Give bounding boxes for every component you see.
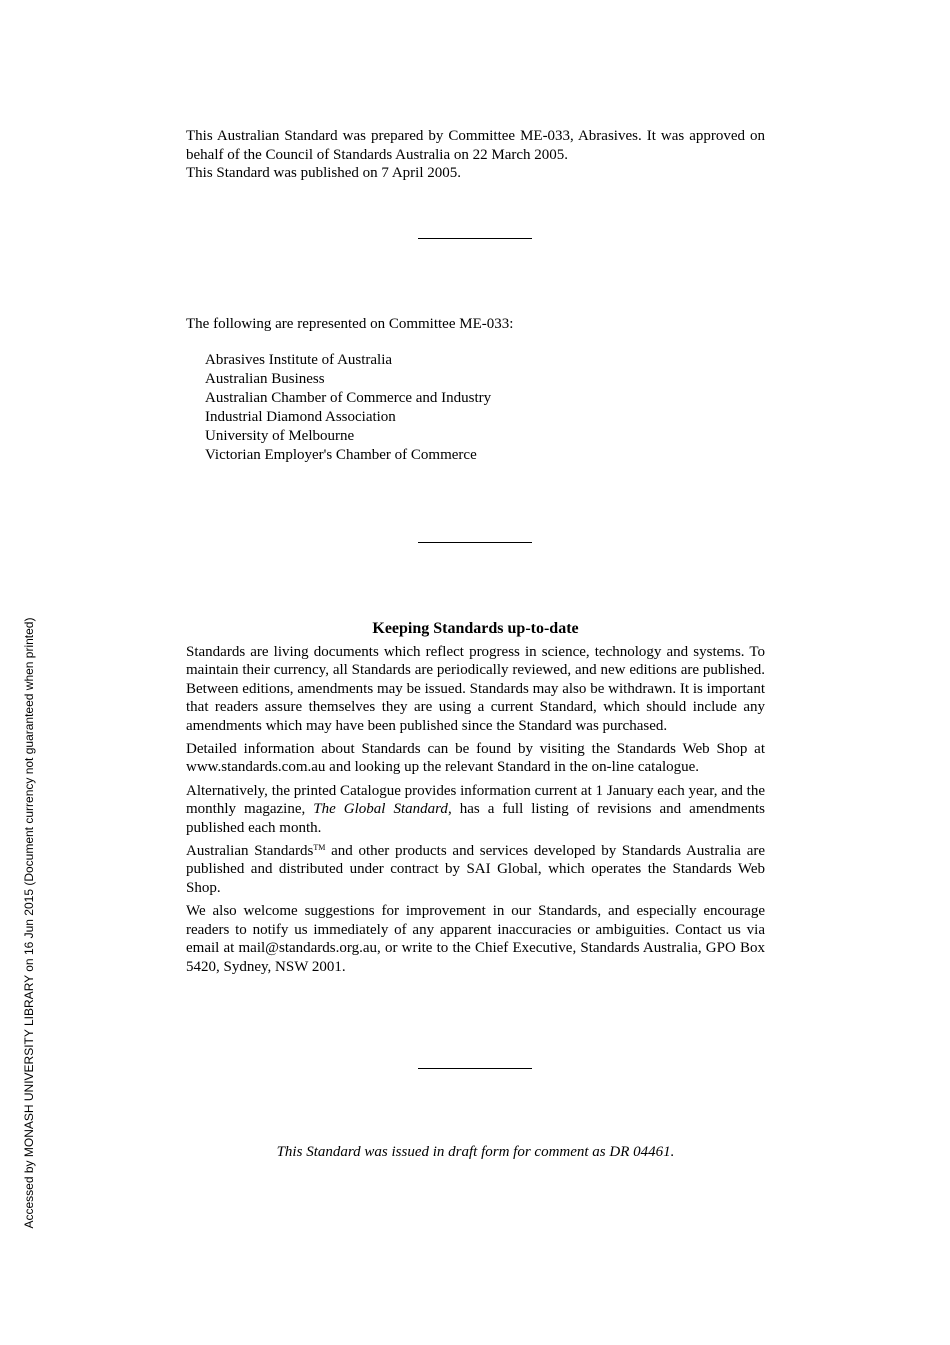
- committee-member: University of Melbourne: [205, 428, 355, 444]
- committee-member: Industrial Diamond Association: [205, 409, 396, 425]
- draft-note: This Standard was issued in draft form for comment as DR 04461.: [276, 1144, 675, 1160]
- committee-member: Abrasives Institute of Australia: [205, 352, 393, 368]
- trademark-mark: TM: [313, 843, 326, 853]
- keeping-paragraph-5: We also welcome suggestions for improvement in our Standards, and especially encourage readers to notify us immediately of any apparent inaccuracies or ambiguities. Contact us via email at mail@standards.org.au, or write to the Chief Executive, Standards Australia, GPO Box 5420, Sydney, NSW 2001.: [186, 903, 765, 975]
- keeping-paragraph-2: Detailed information about Standards can be found by visiting the Standards Web Shop at www.standards.com.au and looking up the relevant Standard in the on-line catalogue.: [186, 741, 765, 776]
- intro-prepared: This Australian Standard was prepared by Committee ME-033, Abrasives. It was approved on behalf of the Council of Standards Australia on 22 March 2005.: [186, 128, 765, 163]
- magazine-title: The Global Standard: [313, 801, 448, 818]
- committee-member: Australian Business: [205, 371, 325, 387]
- keeping-paragraph-3: Alternatively, the printed Catalogue provides information current at 1 January each year, and the monthly magazine, The Global Standard, has a full listing of revisions and amendments published each month.: [186, 782, 765, 836]
- committee-member-list: [205, 351, 491, 465]
- intro-block: [186, 127, 765, 183]
- committee-lead: The following are represented on Committee ME-033:: [186, 316, 514, 332]
- keeping-heading: Keeping Standards up-to-date: [372, 620, 579, 637]
- keeping-paragraph-1: Standards are living documents which reflect progress in science, technology and systems. To maintain their currency, all Standards are periodically reviewed, and new editions are published. Between editions, amendments may be issued. Standards may also be withdrawn. It is important that readers assure themselves they are using a current Standard, which should include any amendments which may have been published since the Standard was purchased.: [186, 644, 765, 734]
- access-watermark: Accessed by MONASH UNIVERSITY LIBRARY on 16 Jun 2015 (Document currency not guaranteed when printed): [22, 617, 36, 1229]
- divider-1: [418, 238, 532, 239]
- committee-member: Victorian Employer's Chamber of Commerce: [205, 447, 477, 463]
- committee-member: Australian Chamber of Commerce and Industry: [205, 390, 492, 406]
- divider-3: [418, 1068, 532, 1069]
- intro-published: This Standard was published on 7 April 2005.: [186, 165, 461, 181]
- keeping-body: [186, 643, 765, 981]
- keeping-paragraph-4: Australian Standards™ and other products and services developed by Standards Australia are published and distributed under contract by SAI Global, which operates the Standards Web Shop.: [186, 843, 766, 896]
- divider-2: [418, 542, 532, 543]
